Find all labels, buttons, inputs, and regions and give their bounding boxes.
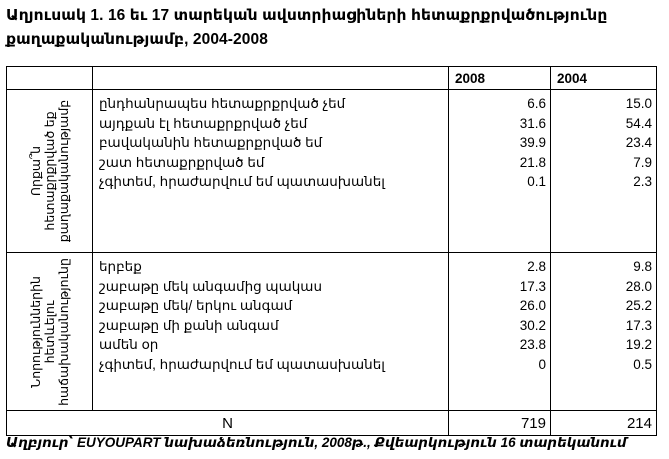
value-cell: 0.5	[633, 356, 652, 372]
survey-table	[6, 66, 657, 436]
source-note: Աղբյուր՝ EUYOUPART նախաձեռնություն, 2008թ., Քվեարկություն 16 տարեկանում	[6, 435, 627, 450]
answer-label: բավականին հետաքրքրված եմ	[99, 135, 323, 151]
value-cell: 23.4	[625, 135, 652, 151]
group-values-2008	[449, 253, 551, 411]
answer-label: երբեք	[99, 259, 142, 274]
group-label-line: քաղաքականությամբ	[56, 99, 71, 243]
answer-label: չգիտեմ, հրաժարվում եմ պատասխանել	[99, 174, 385, 190]
answer-label: չգիտեմ, հրաժարվում եմ պատասխանել	[99, 356, 385, 372]
table-group-news	[7, 253, 657, 411]
answer-label: շաբաթը մեկ/ երկու անգամ	[99, 298, 293, 314]
table-n-row	[7, 411, 657, 436]
group-values-2008	[449, 90, 551, 253]
group-label-news	[7, 253, 93, 411]
value-cell: 28.0	[625, 278, 652, 294]
value-cell: 19.2	[625, 337, 652, 353]
value-cell: 0.1	[527, 174, 546, 190]
n-value-2008: 719	[449, 411, 551, 436]
group-answer-labels	[93, 90, 449, 253]
group-label-line: Որքա՞ն	[28, 145, 43, 197]
value-cell: 2.3	[633, 174, 652, 190]
group-label-line: Նորություններին	[28, 275, 43, 388]
group-label-interest	[7, 90, 93, 253]
group-label-line: հաճախականությունը	[56, 257, 71, 406]
table-group-interest	[7, 90, 657, 253]
header-empty-cell	[7, 67, 93, 90]
answer-label: ամեն օր	[99, 337, 159, 353]
value-cell: 23.8	[519, 337, 546, 353]
n-label: N	[7, 411, 449, 436]
table-title-line-1: Աղյուսակ 1. 16 եւ 17 տարեկան ավստրիացիների հետաքրքրվածությունը	[6, 7, 608, 24]
value-cell: 15.0	[625, 96, 652, 111]
value-cell: 17.3	[625, 317, 652, 333]
answer-label: շաբաթը մեկ անգամից պակաս	[99, 278, 322, 294]
value-cell: 30.2	[519, 317, 546, 333]
header-year-2008: 2008	[449, 67, 551, 90]
value-cell: 26.0	[519, 298, 546, 314]
value-cell: 6.6	[527, 96, 546, 111]
group-label-line: հետևելու	[42, 300, 57, 363]
value-cell: 2.8	[527, 259, 546, 274]
answer-label: այդքան էլ հետաքրքրված չեմ	[99, 115, 308, 131]
answer-label: ընդհանրապես հետաքրքրված չեմ	[99, 96, 346, 111]
value-cell: 21.8	[519, 154, 546, 170]
table-title	[6, 4, 656, 52]
header-year-2004: 2004	[551, 67, 657, 90]
answer-label: շատ հետաքրքրված եմ	[99, 154, 265, 170]
table-title-line-2: քաղաքականությամբ, 2004-2008	[6, 31, 268, 48]
group-values-2004	[551, 90, 657, 253]
group-answer-labels	[93, 253, 449, 411]
answer-label: շաբաթը մի քանի անգամ	[99, 317, 279, 333]
value-cell: 54.4	[625, 115, 652, 131]
group-values-2004	[551, 253, 657, 411]
value-cell: 17.3	[519, 278, 546, 294]
table-header-row	[7, 67, 657, 90]
value-cell: 31.6	[519, 115, 546, 131]
value-cell: 9.8	[633, 259, 652, 274]
header-empty-cell	[93, 67, 449, 90]
value-cell: 0	[538, 356, 546, 372]
group-label-line: հետաքրքրված եք	[42, 111, 57, 231]
value-cell: 7.9	[633, 154, 652, 170]
n-value-2004: 214	[551, 411, 657, 436]
value-cell: 39.9	[519, 135, 546, 151]
value-cell: 25.2	[625, 298, 652, 314]
